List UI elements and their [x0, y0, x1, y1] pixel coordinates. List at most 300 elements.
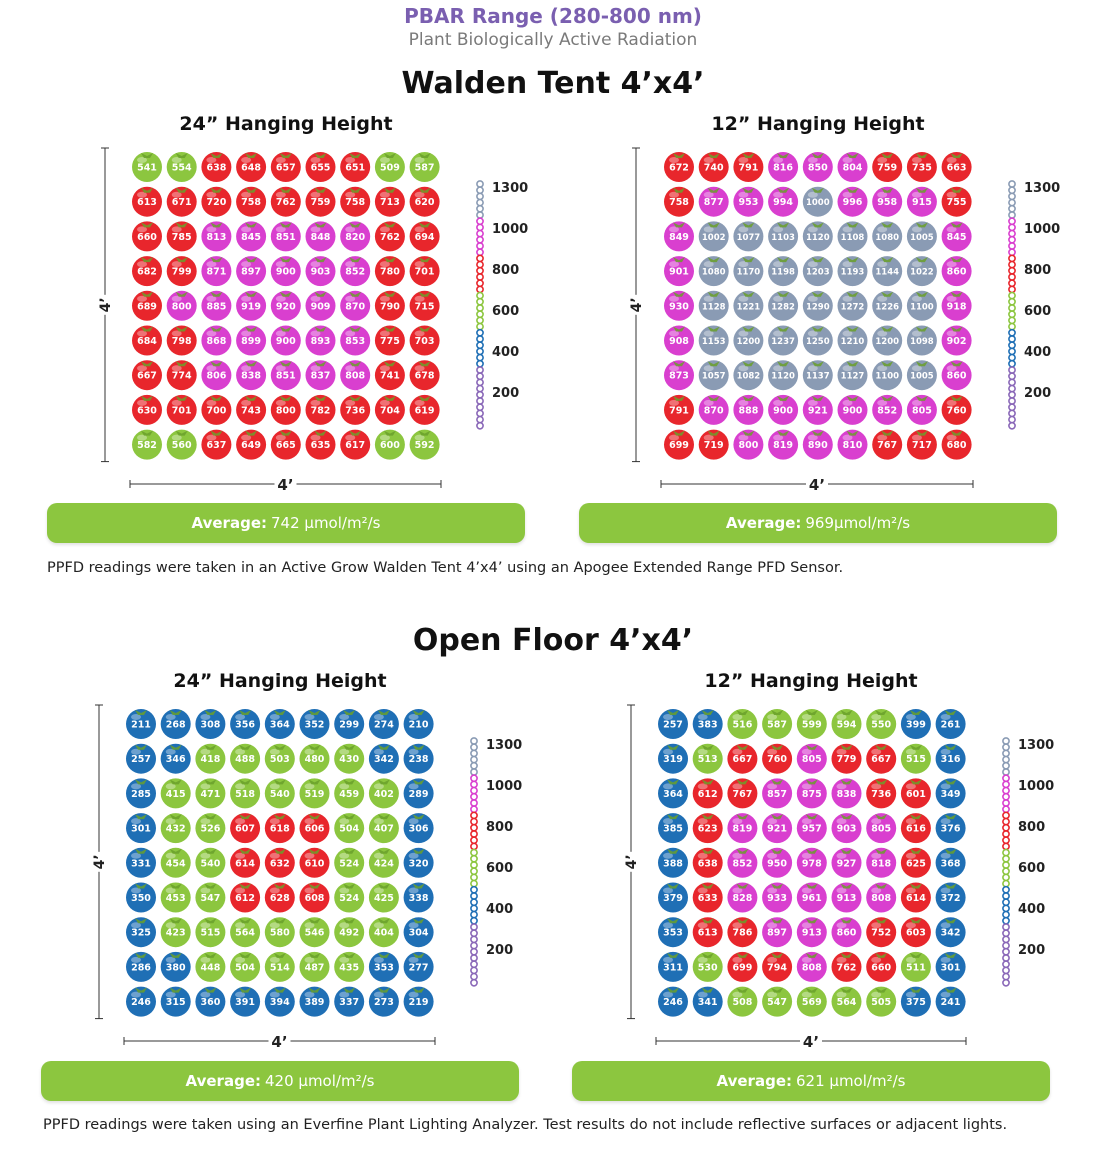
ppfd-value: 514 [269, 962, 290, 974]
ppfd-cell [693, 813, 723, 843]
ppfd-value: 350 [131, 893, 151, 904]
ppfd-cell [942, 291, 972, 321]
legend-dot [1003, 868, 1009, 874]
legend-dot [477, 373, 483, 379]
ppfd-value: 897 [241, 266, 262, 278]
ppfd-cell [132, 221, 162, 251]
ppfd-cell [866, 744, 896, 774]
section-title-walden-tent: Walden Tent 4’x4’ [401, 66, 705, 101]
legend-dot [1003, 974, 1009, 980]
ppfd-cell [838, 256, 868, 286]
ppfd-cell [230, 952, 260, 982]
ppfd-value: 736 [345, 405, 366, 417]
legend-dot [477, 299, 483, 305]
ppfd-cell [126, 709, 156, 739]
ppfd-value: 805 [801, 754, 822, 766]
ppfd-cell [803, 291, 833, 321]
ppfd-cell [797, 744, 827, 774]
ppfd-cell [664, 256, 694, 286]
ppfd-value: 672 [669, 162, 689, 174]
ppfd-value: 1137 [805, 371, 830, 382]
ppfd-value: 849 [669, 231, 689, 243]
ppfd-cell [797, 952, 827, 982]
ppfd-cell [161, 778, 191, 808]
ppfd-value: 1005 [910, 371, 934, 382]
ppfd-value: 617 [345, 440, 366, 452]
legend-dot [471, 794, 477, 800]
ppfd-cell [195, 848, 225, 878]
ppfd-cell [410, 291, 440, 321]
legend-label: 1000 [1018, 779, 1055, 794]
ppfd-value: 845 [241, 231, 262, 243]
ppfd-cell [942, 221, 972, 251]
ppfd-value: 524 [339, 893, 360, 904]
ppfd-value: 660 [871, 962, 892, 974]
legend-label: 600 [1024, 304, 1052, 319]
panel-title-walden-24: 24” Hanging Height [179, 113, 393, 135]
legend-dot [471, 943, 477, 949]
ppfd-cell [832, 778, 862, 808]
ppfd-value: 569 [801, 997, 822, 1009]
ppfd-value: 210 [408, 719, 429, 731]
ppfd-value: 423 [165, 927, 186, 939]
ppfd-cell [762, 813, 792, 843]
ppfd-value: 655 [310, 162, 331, 174]
legend-dot [471, 856, 477, 862]
ppfd-value: 1127 [840, 371, 865, 382]
ppfd-value: 380 [165, 962, 186, 974]
ppfd-value: 1203 [805, 267, 830, 278]
legend-dot [1009, 367, 1015, 373]
legend-dot [1009, 398, 1015, 404]
ppfd-value: 893 [310, 336, 331, 347]
ppfd-value: 758 [241, 197, 262, 209]
ppfd-cell [936, 952, 966, 982]
ppfd-value: 701 [414, 266, 435, 278]
ppfd-value: 376 [940, 823, 961, 835]
legend-dot [1003, 980, 1009, 986]
ppfd-cell [797, 883, 827, 913]
ppfd-cell [201, 221, 231, 251]
ppfd-cell [375, 360, 405, 390]
ppfd-cell [907, 326, 937, 356]
ppfd-cell [230, 987, 260, 1017]
ppfd-cell [762, 987, 792, 1017]
legend-dot [471, 775, 477, 781]
width-label: 4’ [808, 476, 826, 494]
legend-dot [477, 342, 483, 348]
legend-dot [1003, 893, 1009, 899]
ppfd-cell [369, 848, 399, 878]
ppfd-value: 211 [131, 719, 151, 731]
ppfd-value: 316 [940, 754, 961, 766]
ppfd-cell [410, 152, 440, 182]
ppfd-cell [230, 709, 260, 739]
ppfd-cell [340, 152, 370, 182]
ppfd-value: 331 [131, 858, 151, 870]
walden-tent-note: PPFD readings were taken in an Active Grow Walden Tent 4’x4’ using an Apogee Extended Range PFD Sensor. [47, 560, 844, 576]
ppfd-cell [907, 256, 937, 286]
legend-dot [1003, 750, 1009, 756]
ppfd-cell [699, 221, 729, 251]
legend-dot [477, 243, 483, 249]
ppfd-cell [803, 326, 833, 356]
ppfd-cell [658, 987, 688, 1017]
ppfd-cell [872, 291, 902, 321]
ppfd-cell [300, 813, 330, 843]
ppfd-cell [195, 778, 225, 808]
ppfd-value: 277 [408, 962, 429, 974]
ppfd-value: 900 [842, 405, 863, 417]
ppfd-value: 752 [871, 927, 892, 939]
ppfd-value: 399 [905, 719, 926, 731]
legend-label: 400 [1024, 345, 1052, 360]
ppfd-value: 852 [877, 405, 898, 417]
legend-dot [1009, 373, 1015, 379]
ppfd-value: 759 [310, 197, 331, 209]
legend-dot [1009, 305, 1015, 311]
ppfd-cell [201, 187, 231, 217]
ppfd-value: 432 [165, 823, 186, 835]
legend-dot [1009, 311, 1015, 317]
ppfd-cell [340, 395, 370, 425]
ppfd-value: 805 [911, 405, 932, 417]
average-label: Average: [191, 514, 267, 532]
ppfd-cell [167, 360, 197, 390]
ppfd-cell [236, 221, 266, 251]
ppfd-cell [942, 326, 972, 356]
legend-dot [1003, 806, 1009, 812]
legend-dot [1009, 417, 1015, 423]
ppfd-cell [733, 430, 763, 460]
ppfd-value: 786 [732, 927, 753, 939]
legend-dot [1009, 317, 1015, 323]
ppfd-value: 699 [669, 440, 689, 452]
ppfd-cell [838, 430, 868, 460]
ppfd-cell [727, 709, 757, 739]
ppfd-value: 860 [836, 927, 857, 939]
legend-dot [477, 255, 483, 261]
ppfd-cell [126, 744, 156, 774]
ppfd-cell [404, 709, 434, 739]
ppfd-value: 810 [842, 440, 863, 452]
legend-dot [1003, 874, 1009, 880]
ppfd-value: 519 [304, 788, 325, 800]
section-title-open-floor: Open Floor 4’x4’ [412, 623, 694, 658]
ppfd-value: 648 [241, 162, 262, 174]
legend-dot [1009, 193, 1015, 199]
legend-dot [471, 924, 477, 930]
legend-dot [471, 819, 477, 825]
ppfd-value: 311 [663, 962, 683, 974]
average-label: Average: [725, 514, 802, 532]
ppfd-cell [907, 360, 937, 390]
ppfd-value: 1170 [736, 267, 761, 278]
legend-dot [477, 231, 483, 237]
ppfd-cell [161, 848, 191, 878]
ppfd-cell [300, 744, 330, 774]
ppfd-cell [410, 360, 440, 390]
ppfd-cell [271, 152, 301, 182]
ppfd-cell [300, 917, 330, 947]
ppfd-value: 850 [807, 162, 828, 174]
ppfd-cell [161, 917, 191, 947]
width-label: 4’ [802, 1033, 820, 1051]
ppfd-cell [838, 152, 868, 182]
ppfd-value: 308 [200, 719, 221, 731]
ppfd-value: 808 [801, 962, 822, 974]
legend-dot [1003, 800, 1009, 806]
legend-label: 200 [492, 386, 520, 401]
ppfd-value: 958 [877, 197, 898, 209]
ppfd-cell [838, 221, 868, 251]
ppfd-value: 241 [940, 997, 961, 1009]
ppfd-cell [693, 883, 723, 913]
ppfd-value: 637 [206, 440, 227, 452]
ppfd-cell [340, 221, 370, 251]
ppfd-cell [768, 152, 798, 182]
ppfd-value: 587 [767, 719, 788, 731]
ppfd-cell [161, 813, 191, 843]
ppfd-cell [167, 395, 197, 425]
ppfd-value: 978 [801, 858, 822, 870]
ppfd-cell [375, 395, 405, 425]
ppfd-value: 364 [663, 788, 683, 800]
legend-dot [477, 212, 483, 218]
legend-dot [477, 268, 483, 274]
ppfd-value: 1057 [701, 371, 726, 382]
ppfd-cell [727, 987, 757, 1017]
legend-dot [1009, 255, 1015, 261]
ppfd-cell [762, 883, 792, 913]
ppfd-cell [907, 187, 937, 217]
legend-label: 400 [492, 345, 520, 360]
legend-label: 1000 [1024, 222, 1061, 237]
legend-dot [471, 806, 477, 812]
legend-dot [471, 949, 477, 955]
legend-dot [477, 262, 483, 268]
ppfd-value: 368 [940, 858, 961, 870]
legend-dot [477, 293, 483, 299]
legend-dot [1009, 181, 1015, 187]
ppfd-cell [236, 326, 266, 356]
ppfd-value: 1144 [875, 267, 900, 278]
ppfd-cell [404, 952, 434, 982]
ppfd-value: 1128 [701, 302, 726, 313]
ppfd-value: 504 [339, 823, 360, 835]
legend-dot [1003, 831, 1009, 837]
ppfd-value: 875 [801, 788, 822, 800]
ppfd-value: 606 [304, 823, 325, 835]
ppfd-value: 1200 [875, 337, 900, 347]
legend-label: 400 [486, 902, 514, 917]
legend-dot [477, 280, 483, 286]
ppfd-value: 665 [275, 440, 296, 452]
ppfd-cell [832, 813, 862, 843]
legend-label: 1300 [486, 738, 523, 753]
ppfd-cell [664, 326, 694, 356]
ppfd-cell [699, 395, 729, 425]
ppfd-value: 845 [946, 231, 967, 243]
ppfd-value: 554 [171, 162, 192, 174]
ppfd-value: 613 [697, 927, 718, 939]
ppfd-cell [306, 326, 336, 356]
ppfd-cell [664, 187, 694, 217]
legend-dot [471, 980, 477, 986]
ppfd-value: 632 [269, 858, 290, 870]
ppfd-cell [803, 221, 833, 251]
ppfd-cell [733, 395, 763, 425]
ppfd-cell [306, 395, 336, 425]
ppfd-cell [693, 987, 723, 1017]
legend-dot [1009, 187, 1015, 193]
ppfd-value: 996 [842, 197, 863, 209]
ppfd-cell [699, 326, 729, 356]
ppfd-value: 375 [905, 997, 926, 1009]
ppfd-value: 1080 [875, 232, 900, 243]
legend-dot [471, 912, 477, 918]
ppfd-value: 804 [842, 162, 863, 174]
ppfd-cell [126, 987, 156, 1017]
legend-label: 200 [1024, 386, 1052, 401]
ppfd-value: 346 [165, 754, 186, 766]
ppfd-cell [265, 917, 295, 947]
legend-dot [1009, 423, 1015, 429]
ppfd-cell [410, 256, 440, 286]
ppfd-cell [334, 709, 364, 739]
ppfd-value: 921 [767, 823, 788, 835]
ppfd-cell [797, 813, 827, 843]
ppfd-cell [693, 778, 723, 808]
ppfd-value: 1282 [771, 302, 795, 313]
ppfd-cell [803, 187, 833, 217]
ppfd-value: 860 [946, 370, 967, 382]
ppfd-value: 306 [408, 823, 429, 835]
ppfd-cell [803, 395, 833, 425]
ppfd-cell [658, 744, 688, 774]
panel-title-walden-12: 12” Hanging Height [711, 113, 925, 135]
ppfd-value: 838 [836, 788, 857, 800]
ppfd-cell [167, 187, 197, 217]
ppfd-cell [727, 917, 757, 947]
ppfd-value: 741 [379, 370, 400, 382]
ppfd-cell [300, 952, 330, 982]
ppfd-value: 564 [235, 927, 256, 939]
ppfd-cell [693, 917, 723, 947]
ppfd-value: 599 [801, 719, 822, 731]
legend-dot [477, 286, 483, 292]
ppfd-cell [369, 883, 399, 913]
ppfd-value: 900 [275, 336, 296, 347]
ppfd-value: 1005 [910, 232, 934, 243]
ppfd-cell [306, 256, 336, 286]
ppfd-value: 704 [379, 405, 400, 417]
legend-dot [471, 738, 477, 744]
ppfd-value: 775 [379, 336, 400, 347]
legend-dot [477, 324, 483, 330]
heatmap-panel-0 [98, 148, 528, 494]
ppfd-value: 614 [235, 858, 256, 870]
ppfd-cell [265, 813, 295, 843]
ppfd-value: 383 [697, 719, 718, 731]
ppfd-cell [872, 221, 902, 251]
ppfd-value: 616 [905, 823, 926, 835]
ppfd-cell [404, 848, 434, 878]
ppfd-value: 909 [310, 301, 331, 313]
ppfd-value: 689 [137, 301, 157, 313]
ppfd-value: 1221 [736, 302, 761, 313]
ppfd-cell [265, 848, 295, 878]
open-floor-note: PPFD readings were taken using an Everfine Plant Lighting Analyzer. Test results do not include reflective surfaces or adjacent lights. [43, 1117, 1008, 1133]
ppfd-cell [727, 744, 757, 774]
ppfd-cell [369, 744, 399, 774]
ppfd-cell [936, 848, 966, 878]
ppfd-value: 885 [206, 301, 227, 313]
legend-dot [1009, 410, 1015, 416]
ppfd-cell [901, 709, 931, 739]
legend-dot [477, 218, 483, 224]
ppfd-value: 888 [738, 405, 759, 417]
average-bar-open-24 [41, 1061, 519, 1101]
ppfd-cell [404, 883, 434, 913]
ppfd-value: 286 [131, 962, 151, 974]
ppfd-value: 762 [836, 962, 857, 974]
ppfd-value: 360 [200, 997, 221, 1009]
ppfd-value: 268 [165, 719, 186, 731]
legend-dot [477, 193, 483, 199]
legend-dot [1009, 392, 1015, 398]
ppfd-cell [271, 326, 301, 356]
legend-dot [471, 825, 477, 831]
ppfd-value: 547 [200, 893, 221, 904]
legend-dot [471, 887, 477, 893]
ppfd-value: 430 [339, 754, 360, 766]
ppfd-cell [271, 291, 301, 321]
ppfd-value: 320 [408, 858, 429, 870]
ppfd-cell [664, 152, 694, 182]
ppfd-value: 342 [940, 927, 961, 939]
legend-dot [471, 750, 477, 756]
ppfd-value: 459 [339, 788, 360, 800]
ppfd-cell [161, 952, 191, 982]
legend-dot [1003, 763, 1009, 769]
ppfd-value: 625 [905, 858, 926, 870]
ppfd-value: 638 [697, 858, 718, 870]
ppfd-value: 1082 [736, 371, 761, 382]
ppfd-value: 794 [767, 962, 788, 974]
ppfd-value: 540 [200, 858, 221, 870]
heatmap-panel-3 [624, 705, 1054, 1051]
ppfd-value: 435 [339, 962, 360, 974]
ppfd-cell [803, 430, 833, 460]
ppfd-cell [271, 430, 301, 460]
ppfd-cell [803, 152, 833, 182]
ppfd-cell [340, 326, 370, 356]
legend-dot [1003, 912, 1009, 918]
legend-dot [1003, 819, 1009, 825]
ppfd-cell [334, 987, 364, 1017]
ppfd-value: 635 [310, 440, 331, 452]
ppfd-value: 246 [663, 997, 683, 1009]
ppfd-cell [727, 952, 757, 982]
ppfd-value: 719 [703, 440, 724, 452]
ppfd-value: 504 [235, 962, 256, 974]
legend-dot [1009, 224, 1015, 230]
ppfd-cell [410, 430, 440, 460]
ppfd-cell [762, 709, 792, 739]
ppfd-cell [936, 709, 966, 739]
ppfd-value: 587 [414, 162, 435, 174]
